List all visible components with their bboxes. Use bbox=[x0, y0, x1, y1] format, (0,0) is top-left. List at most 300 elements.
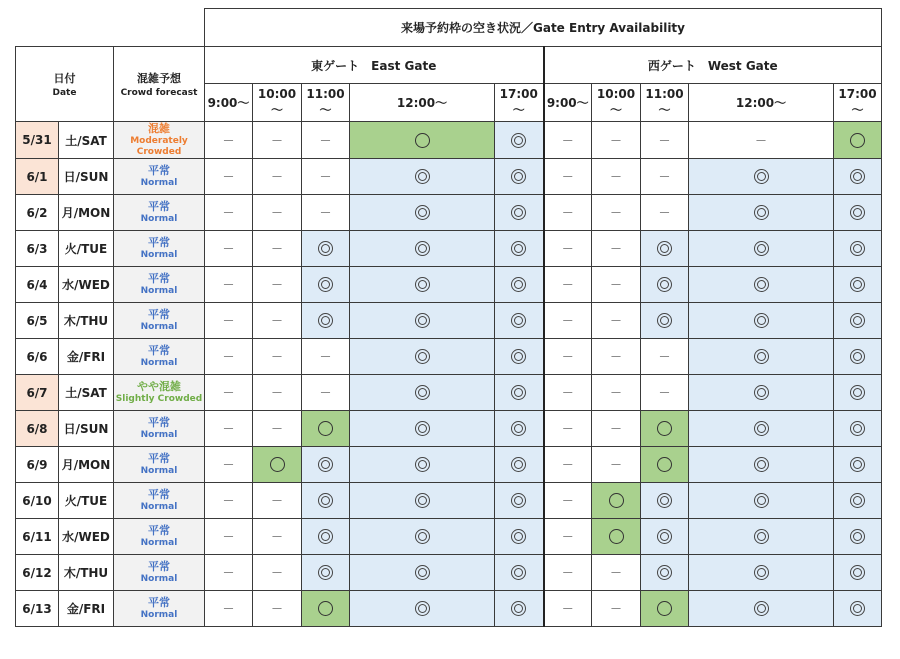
double-circle-icon bbox=[415, 421, 430, 436]
east-slot-1200 bbox=[350, 195, 495, 231]
west-slot-1200 bbox=[689, 447, 834, 483]
double-circle-icon bbox=[511, 349, 526, 364]
double-circle-icon bbox=[318, 277, 333, 292]
forecast-label-jp: 平常 bbox=[148, 596, 170, 610]
weekday-cell: 日/SUN bbox=[59, 159, 114, 195]
table-row bbox=[16, 591, 882, 627]
east-slot-1100 bbox=[302, 591, 350, 627]
east-slot-1000 bbox=[253, 519, 302, 555]
forecast-cell bbox=[114, 231, 205, 267]
forecast-label-en: Normal bbox=[140, 430, 178, 440]
west-slot-1100 bbox=[641, 303, 689, 339]
east-slot-1200 bbox=[350, 555, 495, 591]
forecast-label-jp: 平常 bbox=[148, 416, 170, 430]
west-slot-1000 bbox=[592, 555, 641, 591]
table-row bbox=[16, 339, 882, 375]
double-circle-icon bbox=[850, 385, 865, 400]
weekday-cell: 火/TUE bbox=[59, 483, 114, 519]
double-circle-icon bbox=[850, 601, 865, 616]
east-slot-1200 bbox=[350, 411, 495, 447]
unavailable-dash: － bbox=[609, 458, 622, 473]
east-time-0900: 9:00～ bbox=[205, 84, 253, 122]
circle-icon bbox=[609, 493, 624, 508]
forecast-label-jp: 平常 bbox=[148, 236, 170, 250]
unavailable-dash: － bbox=[561, 602, 574, 617]
circle-icon bbox=[657, 601, 672, 616]
west-slot-1100 bbox=[641, 519, 689, 555]
unavailable-dash: － bbox=[561, 458, 574, 473]
west-slot-1700 bbox=[834, 591, 882, 627]
unavailable-dash: － bbox=[222, 350, 235, 365]
unavailable-dash: － bbox=[561, 314, 574, 329]
west-slot-1200 bbox=[689, 375, 834, 411]
west-slot-1700 bbox=[834, 375, 882, 411]
double-circle-icon bbox=[511, 565, 526, 580]
unavailable-dash: － bbox=[319, 206, 332, 221]
unavailable-dash: － bbox=[609, 386, 622, 401]
west-slot-1700 bbox=[834, 519, 882, 555]
unavailable-dash: － bbox=[609, 278, 622, 293]
double-circle-icon bbox=[511, 493, 526, 508]
table-row bbox=[16, 519, 882, 555]
double-circle-icon bbox=[850, 241, 865, 256]
double-circle-icon bbox=[415, 313, 430, 328]
double-circle-icon bbox=[850, 565, 865, 580]
unavailable-dash: － bbox=[561, 350, 574, 365]
east-slot-1000 bbox=[253, 303, 302, 339]
east-slot-1000 bbox=[253, 267, 302, 303]
forecast-label-jp: 平常 bbox=[148, 272, 170, 286]
double-circle-icon bbox=[511, 385, 526, 400]
east-slot-1700 bbox=[495, 267, 544, 303]
forecast-label-jp: 平常 bbox=[148, 560, 170, 574]
unavailable-dash: － bbox=[609, 170, 622, 185]
weekday-cell: 水/WED bbox=[59, 267, 114, 303]
east-slot-1100 bbox=[302, 519, 350, 555]
west-slot-0900 bbox=[544, 375, 592, 411]
west-slot-0900 bbox=[544, 267, 592, 303]
double-circle-icon bbox=[754, 385, 769, 400]
weekday-cell: 日/SUN bbox=[59, 411, 114, 447]
table-row bbox=[16, 555, 882, 591]
double-circle-icon bbox=[754, 205, 769, 220]
east-slot-1700 bbox=[495, 519, 544, 555]
west-time-0900: 9:00～ bbox=[544, 84, 592, 122]
date-cell: 6/1 bbox=[16, 159, 59, 195]
forecast-label-jp: 平常 bbox=[148, 488, 170, 502]
double-circle-icon bbox=[657, 241, 672, 256]
double-circle-icon bbox=[850, 169, 865, 184]
weekday-cell: 火/TUE bbox=[59, 231, 114, 267]
weekday-cell: 月/MON bbox=[59, 447, 114, 483]
west-slot-1700 bbox=[834, 159, 882, 195]
double-circle-icon bbox=[511, 421, 526, 436]
east-slot-1700 bbox=[495, 483, 544, 519]
west-slot-1700 bbox=[834, 339, 882, 375]
east-slot-1100 bbox=[302, 411, 350, 447]
west-slot-0900 bbox=[544, 519, 592, 555]
circle-icon bbox=[318, 601, 333, 616]
unavailable-dash: － bbox=[270, 170, 283, 185]
west-slot-1000 bbox=[592, 339, 641, 375]
forecast-cell bbox=[114, 159, 205, 195]
weekday-cell: 木/THU bbox=[59, 555, 114, 591]
unavailable-dash: － bbox=[319, 133, 332, 148]
unavailable-dash: － bbox=[658, 133, 671, 148]
west-slot-1000 bbox=[592, 267, 641, 303]
date-cell: 6/8 bbox=[16, 411, 59, 447]
weekday-cell: 土/SAT bbox=[59, 122, 114, 159]
west-slot-1700 bbox=[834, 555, 882, 591]
double-circle-icon bbox=[754, 493, 769, 508]
double-circle-icon bbox=[754, 529, 769, 544]
date-cell: 6/7 bbox=[16, 375, 59, 411]
double-circle-icon bbox=[318, 241, 333, 256]
west-slot-1000 bbox=[592, 519, 641, 555]
east-slot-0900 bbox=[205, 267, 253, 303]
east-slot-1200 bbox=[350, 267, 495, 303]
unavailable-dash: － bbox=[561, 386, 574, 401]
forecast-label-en: Normal bbox=[140, 358, 178, 368]
unavailable-dash: － bbox=[222, 314, 235, 329]
unavailable-dash: － bbox=[270, 278, 283, 293]
west-slot-1200 bbox=[689, 122, 834, 159]
west-slot-1200 bbox=[689, 555, 834, 591]
west-slot-1100 bbox=[641, 411, 689, 447]
unavailable-dash: － bbox=[319, 350, 332, 365]
west-slot-1000 bbox=[592, 159, 641, 195]
unavailable-dash: － bbox=[609, 314, 622, 329]
double-circle-icon bbox=[850, 313, 865, 328]
unavailable-dash: － bbox=[222, 458, 235, 473]
east-slot-1000 bbox=[253, 122, 302, 159]
unavailable-dash: － bbox=[270, 314, 283, 329]
forecast-label-en: Normal bbox=[140, 466, 178, 476]
east-slot-1100 bbox=[302, 303, 350, 339]
forecast-cell bbox=[114, 339, 205, 375]
east-slot-1100 bbox=[302, 267, 350, 303]
unavailable-dash: － bbox=[609, 350, 622, 365]
double-circle-icon bbox=[657, 565, 672, 580]
date-cell: 6/13 bbox=[16, 591, 59, 627]
unavailable-dash: － bbox=[270, 350, 283, 365]
unavailable-dash: － bbox=[270, 242, 283, 257]
header-blank bbox=[16, 9, 205, 47]
west-slot-1700 bbox=[834, 195, 882, 231]
east-slot-0900 bbox=[205, 447, 253, 483]
double-circle-icon bbox=[511, 169, 526, 184]
double-circle-icon bbox=[657, 493, 672, 508]
unavailable-dash: － bbox=[270, 530, 283, 545]
east-time-1100: 11:00～ bbox=[302, 84, 350, 122]
west-slot-1200 bbox=[689, 267, 834, 303]
east-slot-1700 bbox=[495, 555, 544, 591]
west-slot-0900 bbox=[544, 339, 592, 375]
forecast-label-jp: 平常 bbox=[148, 164, 170, 178]
east-slot-1100 bbox=[302, 555, 350, 591]
forecast-header bbox=[114, 47, 205, 122]
forecast-label-jp: 平常 bbox=[148, 200, 170, 214]
weekday-cell: 金/FRI bbox=[59, 339, 114, 375]
east-gate-header: 東ゲート East Gate bbox=[205, 47, 544, 84]
unavailable-dash: － bbox=[609, 206, 622, 221]
west-slot-0900 bbox=[544, 231, 592, 267]
double-circle-icon bbox=[657, 313, 672, 328]
double-circle-icon bbox=[850, 205, 865, 220]
double-circle-icon bbox=[318, 457, 333, 472]
west-slot-1100 bbox=[641, 122, 689, 159]
forecast-label-en: Normal bbox=[140, 214, 178, 224]
forecast-cell bbox=[114, 195, 205, 231]
east-slot-0900 bbox=[205, 375, 253, 411]
double-circle-icon bbox=[754, 421, 769, 436]
table-title: 来場予約枠の空き状況／Gate Entry Availability bbox=[205, 9, 882, 47]
west-slot-1100 bbox=[641, 231, 689, 267]
west-slot-1200 bbox=[689, 591, 834, 627]
double-circle-icon bbox=[415, 349, 430, 364]
west-slot-1200 bbox=[689, 411, 834, 447]
east-slot-1000 bbox=[253, 483, 302, 519]
east-slot-0900 bbox=[205, 339, 253, 375]
date-header bbox=[16, 47, 114, 122]
west-slot-1100 bbox=[641, 339, 689, 375]
table-body bbox=[16, 122, 882, 627]
west-slot-0900 bbox=[544, 122, 592, 159]
forecast-label-jp: 混雑 bbox=[148, 122, 170, 135]
east-slot-1000 bbox=[253, 411, 302, 447]
forecast-cell bbox=[114, 447, 205, 483]
west-slot-0900 bbox=[544, 411, 592, 447]
double-circle-icon bbox=[850, 421, 865, 436]
double-circle-icon bbox=[850, 457, 865, 472]
west-slot-1700 bbox=[834, 411, 882, 447]
double-circle-icon bbox=[754, 241, 769, 256]
forecast-cell bbox=[114, 591, 205, 627]
forecast-label-en: Slightly Crowded bbox=[115, 394, 203, 404]
west-slot-1700 bbox=[834, 447, 882, 483]
availability-table bbox=[15, 8, 882, 627]
unavailable-dash: － bbox=[270, 386, 283, 401]
weekday-cell: 金/FRI bbox=[59, 591, 114, 627]
double-circle-icon bbox=[511, 241, 526, 256]
east-slot-1200 bbox=[350, 339, 495, 375]
east-slot-1000 bbox=[253, 231, 302, 267]
west-slot-1100 bbox=[641, 375, 689, 411]
west-slot-1000 bbox=[592, 591, 641, 627]
west-slot-1700 bbox=[834, 303, 882, 339]
east-slot-1700 bbox=[495, 591, 544, 627]
forecast-cell bbox=[114, 375, 205, 411]
table-row bbox=[16, 375, 882, 411]
west-slot-1000 bbox=[592, 122, 641, 159]
forecast-cell bbox=[114, 555, 205, 591]
east-slot-1100 bbox=[302, 231, 350, 267]
east-slot-1000 bbox=[253, 375, 302, 411]
double-circle-icon bbox=[318, 565, 333, 580]
east-time-1200: 12:00～ bbox=[350, 84, 495, 122]
east-slot-1100 bbox=[302, 483, 350, 519]
east-slot-1700 bbox=[495, 159, 544, 195]
double-circle-icon bbox=[415, 457, 430, 472]
unavailable-dash: － bbox=[561, 530, 574, 545]
date-cell: 6/6 bbox=[16, 339, 59, 375]
double-circle-icon bbox=[754, 169, 769, 184]
east-slot-1100 bbox=[302, 122, 350, 159]
table-row bbox=[16, 483, 882, 519]
west-slot-1700 bbox=[834, 483, 882, 519]
east-slot-0900 bbox=[205, 483, 253, 519]
west-slot-1000 bbox=[592, 231, 641, 267]
forecast-label-jp: 平常 bbox=[148, 452, 170, 466]
east-slot-1200 bbox=[350, 591, 495, 627]
forecast-label-jp: 平常 bbox=[148, 308, 170, 322]
east-slot-1700 bbox=[495, 231, 544, 267]
double-circle-icon bbox=[511, 601, 526, 616]
circle-icon bbox=[657, 421, 672, 436]
date-header-jp: 日付 bbox=[53, 72, 76, 85]
unavailable-dash: － bbox=[561, 566, 574, 581]
circle-icon bbox=[657, 457, 672, 472]
double-circle-icon bbox=[415, 241, 430, 256]
double-circle-icon bbox=[754, 349, 769, 364]
west-slot-1000 bbox=[592, 483, 641, 519]
table-row bbox=[16, 122, 882, 159]
forecast-label-en: Normal bbox=[140, 286, 178, 296]
date-cell: 6/4 bbox=[16, 267, 59, 303]
date-cell: 6/5 bbox=[16, 303, 59, 339]
east-slot-1000 bbox=[253, 159, 302, 195]
east-slot-1000 bbox=[253, 591, 302, 627]
date-cell: 6/10 bbox=[16, 483, 59, 519]
table-row bbox=[16, 159, 882, 195]
unavailable-dash: － bbox=[270, 206, 283, 221]
forecast-label-en: Normal bbox=[140, 574, 178, 584]
forecast-cell bbox=[114, 303, 205, 339]
double-circle-icon bbox=[850, 529, 865, 544]
west-slot-0900 bbox=[544, 195, 592, 231]
double-circle-icon bbox=[657, 277, 672, 292]
table-row bbox=[16, 411, 882, 447]
unavailable-dash: － bbox=[658, 350, 671, 365]
unavailable-dash: － bbox=[319, 170, 332, 185]
east-slot-1700 bbox=[495, 339, 544, 375]
double-circle-icon bbox=[754, 277, 769, 292]
table-row bbox=[16, 303, 882, 339]
east-slot-1200 bbox=[350, 122, 495, 159]
west-slot-1100 bbox=[641, 555, 689, 591]
west-time-1000: 10:00～ bbox=[592, 84, 641, 122]
table-row bbox=[16, 447, 882, 483]
double-circle-icon bbox=[511, 529, 526, 544]
unavailable-dash: － bbox=[319, 386, 332, 401]
double-circle-icon bbox=[415, 205, 430, 220]
unavailable-dash: － bbox=[222, 206, 235, 221]
east-slot-1200 bbox=[350, 447, 495, 483]
west-slot-1200 bbox=[689, 519, 834, 555]
west-slot-1200 bbox=[689, 339, 834, 375]
west-time-1700: 17:00～ bbox=[834, 84, 882, 122]
west-slot-1000 bbox=[592, 195, 641, 231]
date-cell: 6/11 bbox=[16, 519, 59, 555]
unavailable-dash: － bbox=[658, 206, 671, 221]
double-circle-icon bbox=[754, 313, 769, 328]
forecast-label-jp: 平常 bbox=[148, 524, 170, 538]
west-slot-1000 bbox=[592, 447, 641, 483]
east-slot-1000 bbox=[253, 339, 302, 375]
east-slot-1200 bbox=[350, 303, 495, 339]
west-slot-1200 bbox=[689, 195, 834, 231]
forecast-label-jp: 平常 bbox=[148, 344, 170, 358]
unavailable-dash: － bbox=[270, 494, 283, 509]
unavailable-dash: － bbox=[222, 530, 235, 545]
double-circle-icon bbox=[415, 385, 430, 400]
double-circle-icon bbox=[754, 601, 769, 616]
unavailable-dash: － bbox=[561, 422, 574, 437]
double-circle-icon bbox=[318, 529, 333, 544]
date-cell: 6/9 bbox=[16, 447, 59, 483]
east-slot-1700 bbox=[495, 375, 544, 411]
east-slot-0900 bbox=[205, 159, 253, 195]
unavailable-dash: － bbox=[561, 242, 574, 257]
unavailable-dash: － bbox=[222, 278, 235, 293]
east-slot-0900 bbox=[205, 555, 253, 591]
double-circle-icon bbox=[318, 313, 333, 328]
double-circle-icon bbox=[850, 349, 865, 364]
east-slot-1200 bbox=[350, 231, 495, 267]
unavailable-dash: － bbox=[561, 170, 574, 185]
double-circle-icon bbox=[511, 205, 526, 220]
weekday-cell: 土/SAT bbox=[59, 375, 114, 411]
east-slot-0900 bbox=[205, 231, 253, 267]
east-slot-1200 bbox=[350, 483, 495, 519]
forecast-label-en: Normal bbox=[140, 250, 178, 260]
forecast-cell bbox=[114, 267, 205, 303]
double-circle-icon bbox=[850, 493, 865, 508]
double-circle-icon bbox=[318, 493, 333, 508]
double-circle-icon bbox=[415, 529, 430, 544]
weekday-cell: 水/WED bbox=[59, 519, 114, 555]
east-time-1700: 17:00～ bbox=[495, 84, 544, 122]
east-slot-1000 bbox=[253, 555, 302, 591]
forecast-label-en: Normal bbox=[140, 538, 178, 548]
west-slot-1700 bbox=[834, 267, 882, 303]
double-circle-icon bbox=[850, 277, 865, 292]
forecast-label-en: Normal bbox=[140, 322, 178, 332]
circle-icon bbox=[415, 133, 430, 148]
east-slot-0900 bbox=[205, 411, 253, 447]
unavailable-dash: － bbox=[222, 566, 235, 581]
west-gate-header: 西ゲート West Gate bbox=[544, 47, 882, 84]
double-circle-icon bbox=[415, 169, 430, 184]
circle-icon bbox=[270, 457, 285, 472]
date-cell: 6/12 bbox=[16, 555, 59, 591]
date-cell: 6/2 bbox=[16, 195, 59, 231]
east-slot-1200 bbox=[350, 375, 495, 411]
double-circle-icon bbox=[415, 601, 430, 616]
forecast-cell bbox=[114, 122, 205, 159]
east-slot-1000 bbox=[253, 195, 302, 231]
east-slot-1700 bbox=[495, 195, 544, 231]
east-slot-0900 bbox=[205, 122, 253, 159]
west-slot-1000 bbox=[592, 303, 641, 339]
east-time-1000: 10:00～ bbox=[253, 84, 302, 122]
weekday-cell: 木/THU bbox=[59, 303, 114, 339]
west-slot-0900 bbox=[544, 303, 592, 339]
unavailable-dash: － bbox=[270, 133, 283, 148]
west-slot-1100 bbox=[641, 159, 689, 195]
forecast-label-en: Normal bbox=[140, 502, 178, 512]
double-circle-icon bbox=[511, 277, 526, 292]
